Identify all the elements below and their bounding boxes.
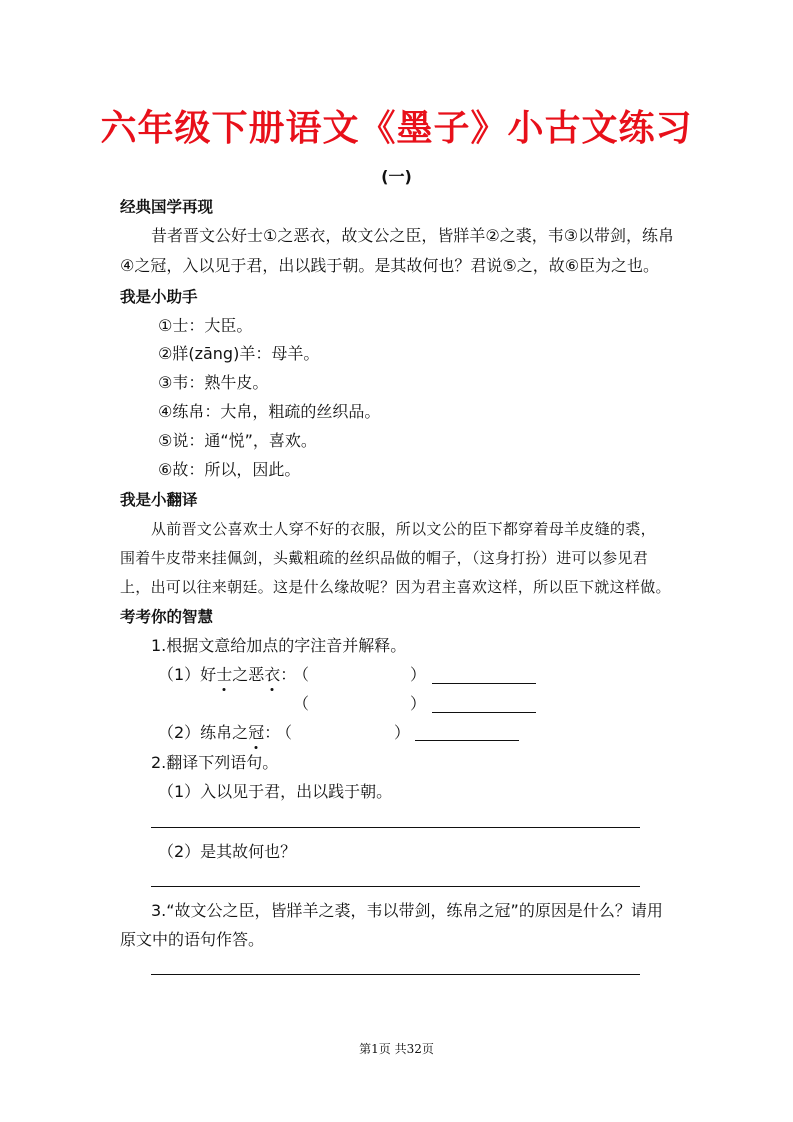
page-subtitle: (一) (381, 167, 412, 186)
section-heading-helper: 我是小助手 (120, 288, 198, 306)
classic-text-line-2: ④之冠，入以见于君，出以践于朝。是其故何也？君说⑤之，故⑥臣为之也。 (120, 256, 660, 275)
dotted-char: 士 (216, 665, 233, 684)
translation-line-2: 围着牛皮带来挂佩剑，头戴粗疏的丝织品做的帽子，（这身打扮）进可以参见君 (120, 549, 649, 567)
q1-2-suffix: ： (264, 723, 281, 742)
question-2: 2.翻译下列语句。 (151, 753, 279, 772)
note-item: ⑥故：所以，因此。 (158, 460, 301, 479)
q1-2-prefix: （2）练帛之 (158, 723, 249, 742)
translation-line-1: 从前晋文公喜欢士人穿不好的衣服，所以文公的臣下都穿着母羊皮缝的裘， (151, 520, 656, 538)
paren-open: （ (293, 665, 310, 684)
translation-line-3: 上，出可以往来朝廷。这是什么缘故呢？因为君主喜欢这样，所以臣下就这样做。 (120, 578, 671, 596)
page-footer: 第1页 共32页 (359, 1042, 434, 1056)
section-heading-classic: 经典国学再现 (120, 198, 214, 216)
paren-open: （ (276, 723, 293, 742)
page-title: 六年级下册语文《墨子》小古文练习 (100, 108, 693, 149)
q1-1-prefix: （1）好 (158, 665, 217, 684)
answer-line[interactable] (151, 974, 640, 975)
dotted-char: 冠 (248, 723, 265, 742)
paren-open: （ (293, 694, 310, 713)
section-heading-translation: 我是小翻译 (120, 491, 198, 509)
question-2-2: （2）是其故何也？ (158, 842, 297, 861)
section-heading-quiz: 考考你的智慧 (120, 608, 214, 626)
answer-blank[interactable] (415, 740, 519, 741)
answer-blank[interactable] (432, 683, 536, 684)
answer-blank[interactable] (432, 712, 536, 713)
note-item: ④练帛：大帛，粗疏的丝织品。 (158, 402, 381, 421)
classic-text-line-1: 昔者晋文公好士①之恶衣，故文公之臣，皆牂羊②之裘，韦③以带剑，练帛 (151, 226, 675, 245)
question-3-line-1: 3.“故文公之臣，皆牂羊之裘，韦以带剑，练帛之冠”的原因是什么？请用 (151, 901, 663, 920)
question-1-1 (158, 664, 296, 686)
answer-line[interactable] (151, 886, 640, 887)
q1-1-mid: 之恶 (232, 665, 265, 684)
note-item: ③韦：熟牛皮。 (158, 373, 269, 392)
question-1: 1.根据文意给加点的字注音并解释。 (151, 636, 407, 655)
q1-1-suffix: ： (280, 665, 297, 684)
dotted-char: 衣 (264, 665, 281, 684)
question-2-1: （1）入以见于君，出以践于朝。 (158, 782, 393, 801)
question-3-line-2: 原文中的语句作答。 (120, 930, 265, 949)
paren-close: ） (410, 665, 427, 684)
note-item: ②牂(zāng)羊：母羊。 (158, 344, 320, 363)
answer-line[interactable] (151, 827, 640, 828)
paren-close: ） (394, 723, 411, 742)
note-item: ⑤说：通“悦”，喜欢。 (158, 431, 317, 450)
paren-close: ） (410, 694, 427, 713)
note-item: ①士：大臣。 (158, 316, 253, 335)
question-1-2 (158, 722, 280, 744)
